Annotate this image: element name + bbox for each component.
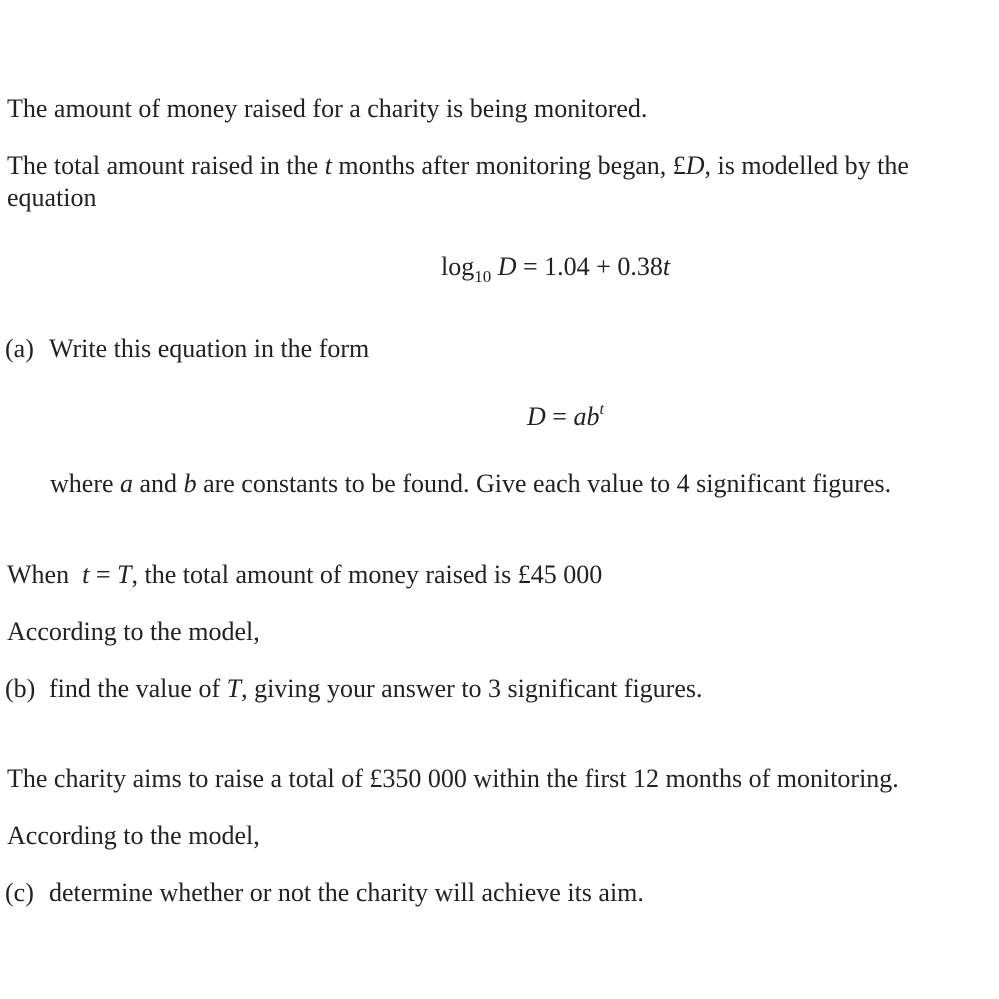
intro-text-part: , is modelled by the equation bbox=[7, 151, 909, 212]
given-text: When bbox=[7, 560, 83, 589]
variable-b: b bbox=[183, 469, 197, 498]
part-b-text: , giving your answer to 3 significant figures. bbox=[241, 674, 703, 703]
variable-D: D bbox=[685, 151, 705, 180]
variable-D: D bbox=[527, 402, 546, 431]
part-c-text: determine whether or not the charity will achieve its aim. bbox=[49, 878, 644, 907]
equals-sign: = bbox=[89, 560, 117, 589]
variable-t: t bbox=[82, 560, 90, 589]
variable-T: T bbox=[117, 560, 132, 589]
intro-text-part: months after monitoring began, £ bbox=[331, 151, 686, 180]
variable-T: T bbox=[226, 674, 242, 703]
part-b-text: find the value of bbox=[49, 674, 227, 703]
according-text: According to the model, bbox=[7, 617, 260, 646]
variable-D: D bbox=[497, 252, 517, 281]
where-text: are constants to be found. Give each value to 4 significant figures. bbox=[196, 469, 892, 498]
part-c-line bbox=[5, 877, 644, 909]
where-text: where bbox=[50, 469, 121, 498]
intro-text: The amount of money raised for a charity is being monitored. bbox=[7, 94, 648, 123]
variable-t: t bbox=[324, 151, 332, 180]
part-a-where-line bbox=[50, 468, 891, 500]
log-text: log bbox=[441, 252, 475, 281]
part-b-line bbox=[5, 673, 703, 705]
log-base: 10 bbox=[474, 267, 492, 286]
equals-sign: = bbox=[545, 402, 574, 431]
intro-text-part: The total amount raised in the bbox=[7, 151, 325, 180]
variable-a: a bbox=[120, 469, 134, 498]
according-line-2 bbox=[7, 820, 260, 852]
according-text: According to the model, bbox=[7, 821, 260, 850]
exponent-t: t bbox=[599, 401, 604, 418]
part-b-label: (b) bbox=[5, 674, 36, 703]
intro-line-2 bbox=[7, 150, 982, 214]
aim-text: The charity aims to raise a total of £350 000 within the first 12 months of monitoring. bbox=[7, 764, 899, 793]
variable-t: t bbox=[662, 252, 671, 281]
exponential-form bbox=[527, 401, 604, 437]
part-a-label: (a) bbox=[5, 334, 34, 363]
part-a-text: Write this equation in the form bbox=[49, 334, 370, 363]
aim-line bbox=[7, 763, 899, 795]
part-a-line bbox=[5, 333, 369, 365]
according-line-1 bbox=[7, 616, 260, 648]
equation-rhs: = 1.04 + 0.38 bbox=[516, 252, 663, 281]
given-text: , the total amount of money raised is £45 000 bbox=[131, 560, 603, 589]
variable-ab: ab bbox=[573, 402, 600, 431]
given-condition-line bbox=[7, 559, 602, 591]
log-equation bbox=[441, 251, 670, 286]
where-text: and bbox=[133, 469, 184, 498]
part-c-label: (c) bbox=[5, 878, 34, 907]
intro-line-1 bbox=[7, 93, 647, 125]
